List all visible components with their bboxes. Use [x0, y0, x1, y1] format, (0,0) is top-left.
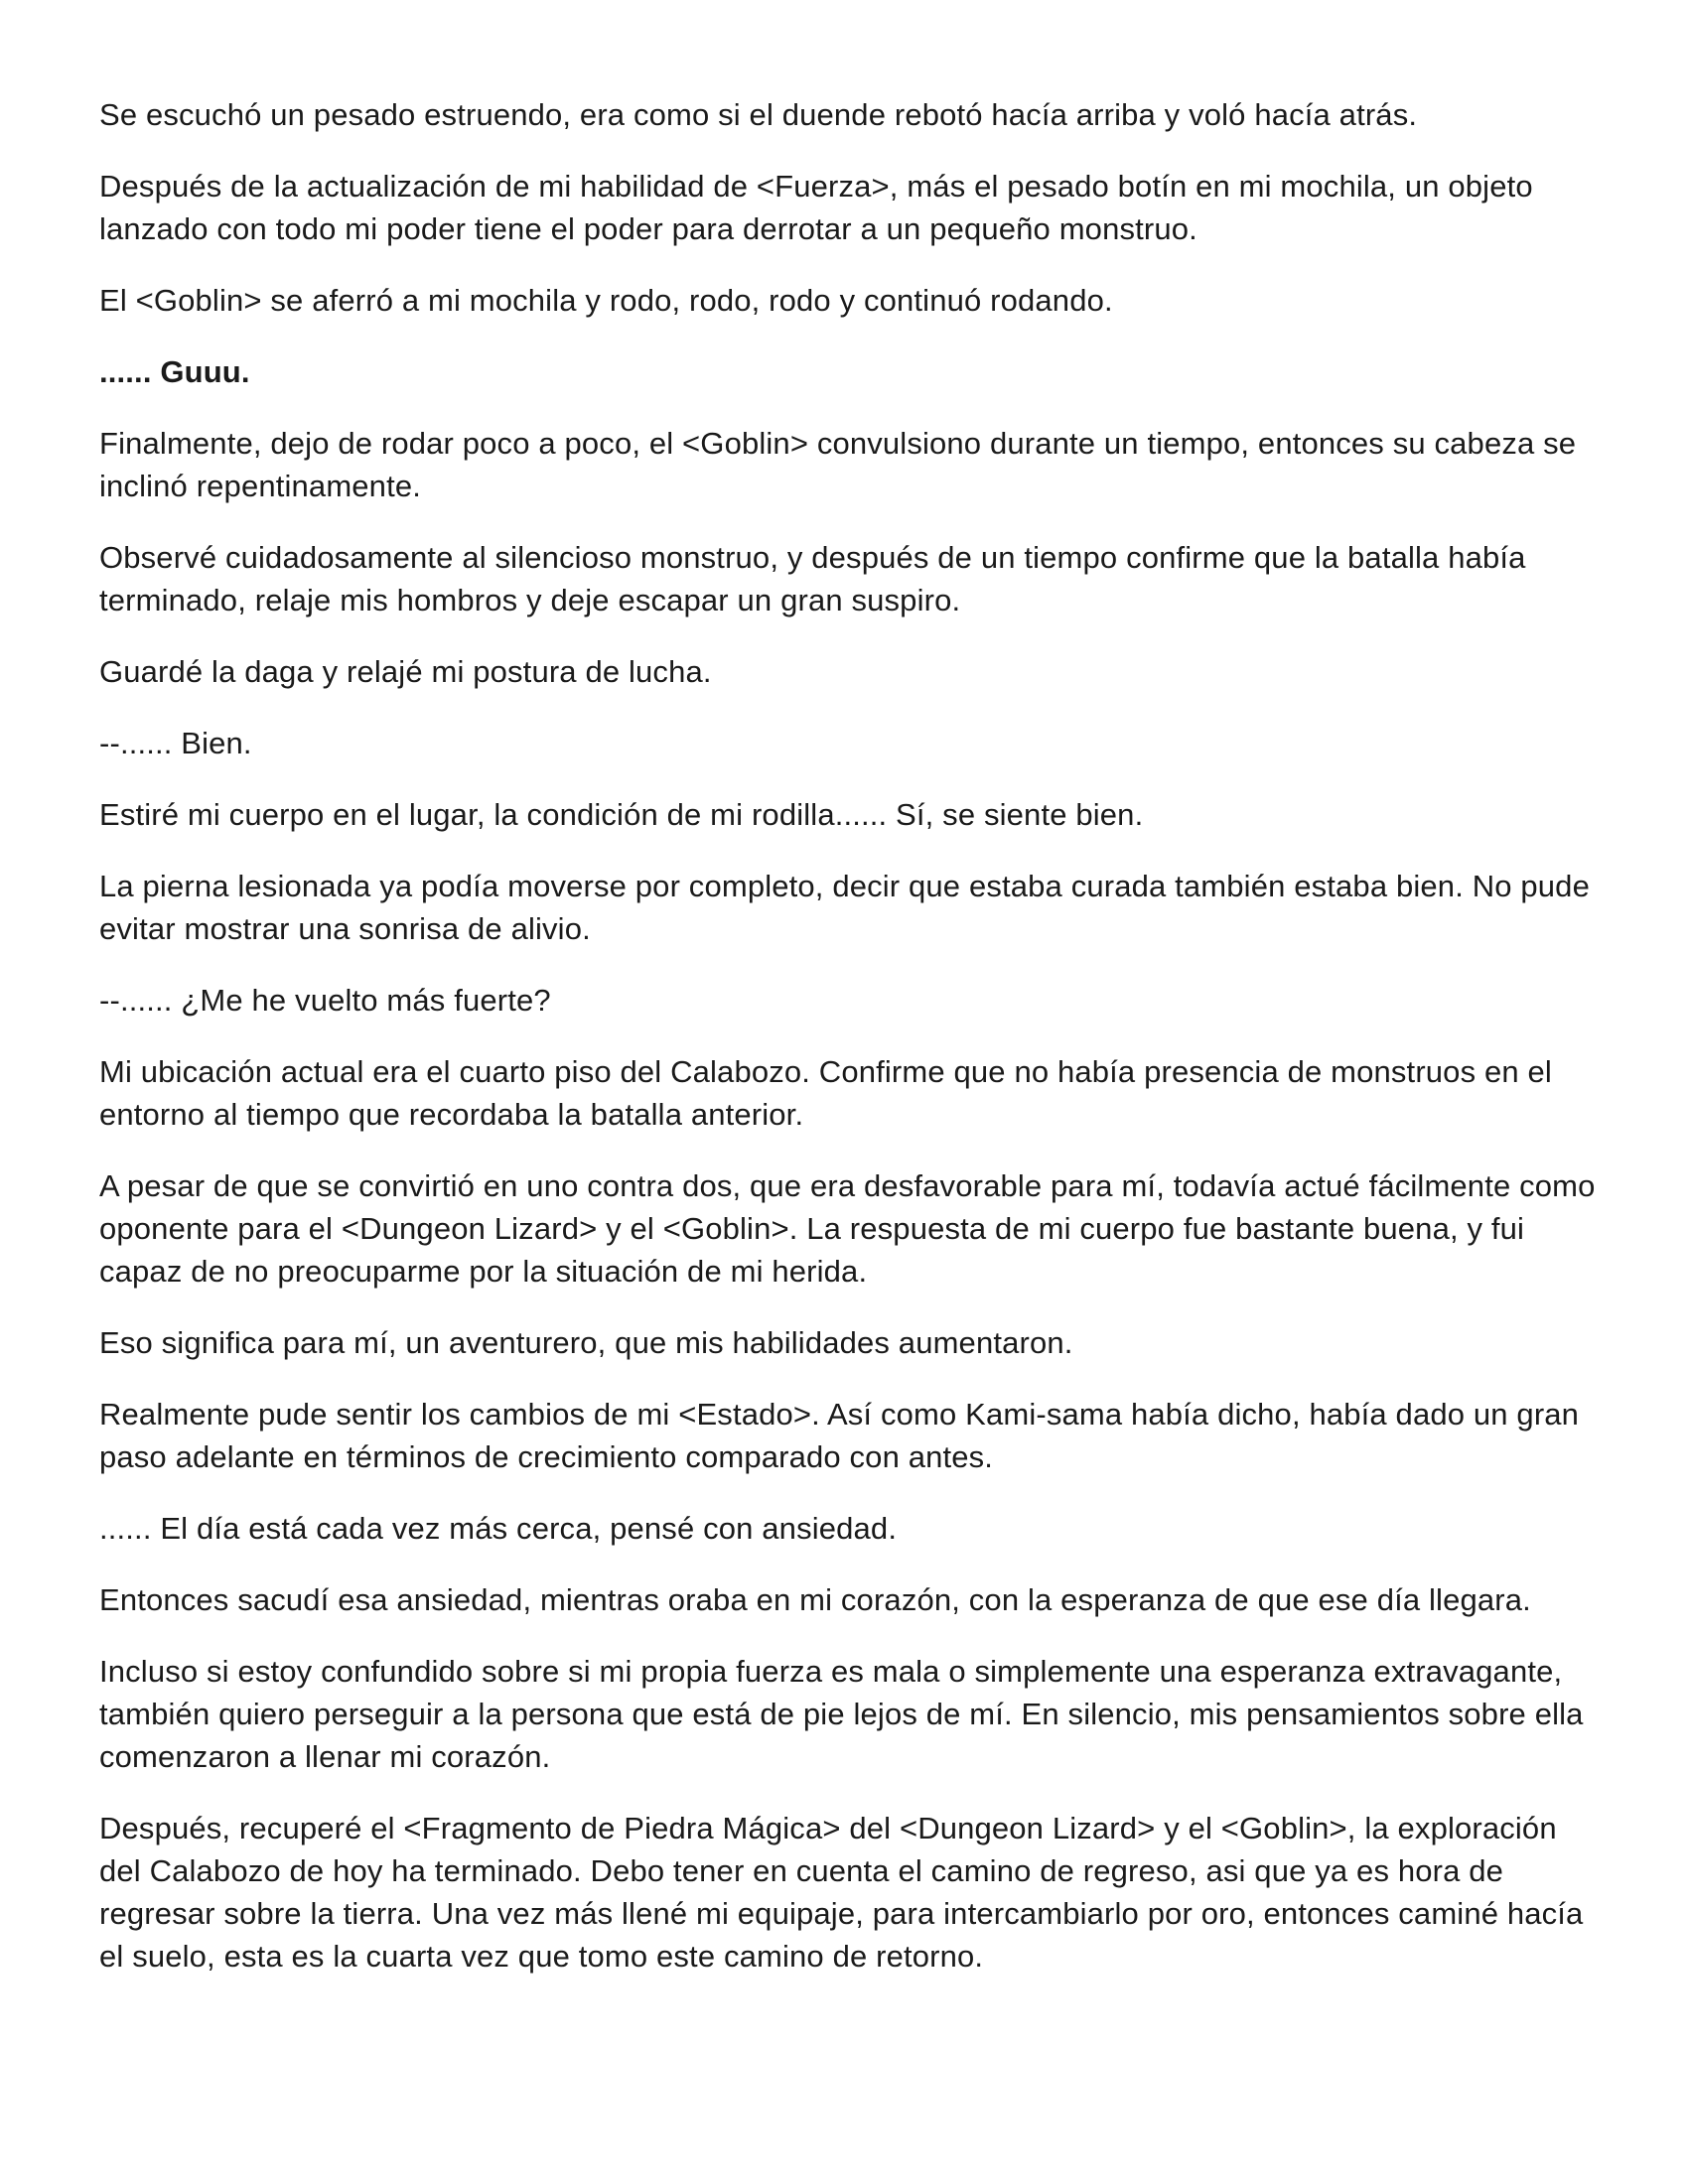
paragraph: Finalmente, dejo de rodar poco a poco, el <Goblin> convulsiono durante un tiempo, entonces su cabeza se inclinó repentinamente.: [99, 426, 1577, 503]
paragraph: Se escuchó un pesado estruendo, era como si el duende rebotó hacía arriba y voló hacía atrás.: [99, 97, 1418, 132]
paragraph: Estiré mi cuerpo en el lugar, la condición de mi rodilla...... Sí, se siente bien.: [99, 797, 1144, 832]
document-body: [99, 93, 1599, 2006]
paragraph: Realmente pude sentir los cambios de mi <Estado>. Así como Kami-sama había dicho, había dado un gran paso adelante en términos de crecimiento comparado con antes.: [99, 1397, 1580, 1474]
paragraph: Eso significa para mí, un aventurero, que mis habilidades aumentaron.: [99, 1325, 1073, 1360]
paragraph-bold: ...... Guuu.: [99, 354, 250, 389]
paragraph: ...... El día está cada vez más cerca, pensé con ansiedad.: [99, 1511, 898, 1546]
paragraph: Guardé la daga y relajé mi postura de lucha.: [99, 654, 712, 689]
paragraph: La pierna lesionada ya podía moverse por completo, decir que estaba curada también estaba bien. No pude evitar mostrar una sonrisa de alivio.: [99, 869, 1590, 946]
paragraph: Después de la actualización de mi habilidad de <Fuerza>, más el pesado botín en mi mochila, un objeto lanzado con todo mi poder tiene el poder para derrotar a un pequeño monstruo.: [99, 169, 1533, 246]
paragraph: Entonces sacudí esa ansiedad, mientras oraba en mi corazón, con la esperanza de que ese día llegara.: [99, 1582, 1531, 1617]
paragraph: Después, recuperé el <Fragmento de Piedra Mágica> del <Dungeon Lizard> y el <Goblin>, la exploración del Calabozo de hoy ha terminado. Debo tener en cuenta el camino de regreso, asi que ya es hora de regresar sobre la tierra. Una vez más llené mi equipaje, para intercambiarlo por oro, entonces caminé hacía el suelo, esta es la cuarta vez que tomo este camino de retorno.: [99, 1811, 1584, 1974]
paragraph: El <Goblin> se aferró a mi mochila y rodo, rodo, rodo y continuó rodando.: [99, 283, 1113, 318]
paragraph: Mi ubicación actual era el cuarto piso del Calabozo. Confirme que no había presencia de monstruos en el entorno al tiempo que recordaba la batalla anterior.: [99, 1054, 1552, 1132]
paragraph: Observé cuidadosamente al silencioso monstruo, y después de un tiempo confirme que la batalla había terminado, relaje mis hombros y deje escapar un gran suspiro.: [99, 540, 1526, 617]
paragraph: --...... Bien.: [99, 726, 252, 760]
paragraph: Incluso si estoy confundido sobre si mi propia fuerza es mala o simplemente una esperanza extravagante, también quiero perseguir a la persona que está de pie lejos de mí. En silencio, mis pensamientos sobre ella comenzaron a llenar mi corazón.: [99, 1654, 1584, 1774]
paragraph: --...... ¿Me he vuelto más fuerte?: [99, 983, 551, 1018]
paragraph: A pesar de que se convirtió en uno contra dos, que era desfavorable para mí, todavía actué fácilmente como oponente para el <Dungeon Lizard> y el <Goblin>. La respuesta de mi cuerpo fue bastante buena, y fui capaz de no preocuparme por la situación de mi herida.: [99, 1168, 1596, 1289]
